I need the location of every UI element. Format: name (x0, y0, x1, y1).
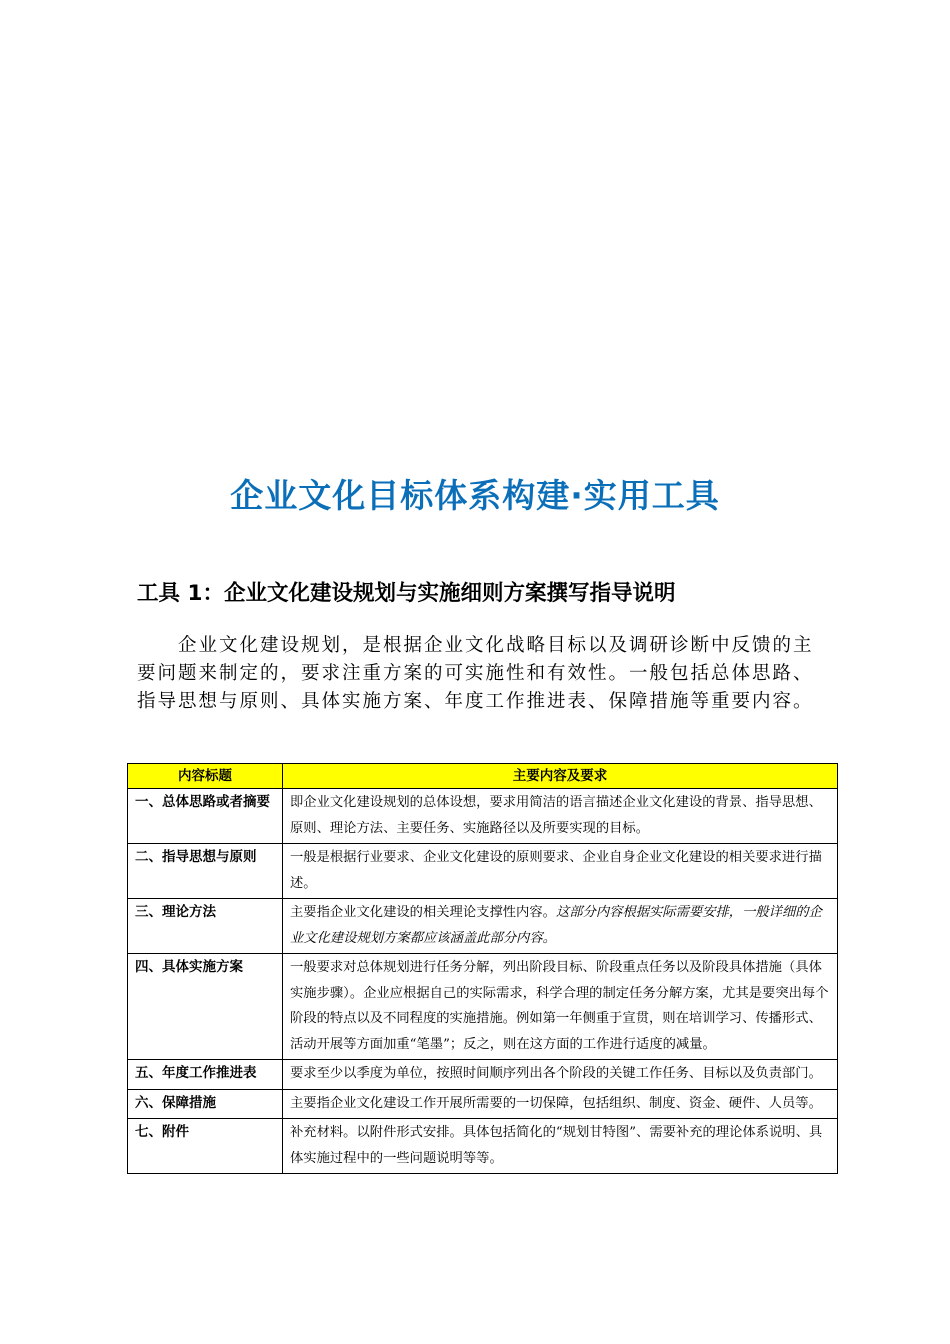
row-content-text: 一般要求对总体规划进行任务分解，列出阶段目标、阶段重点任务以及阶段具体措施（具体实施步骤）。企业应根据自己的实际需求，科学合理的制定任务分解方案，尤其是要突出每个阶段的特点以及不同程度的实施措施。例如第一年侧重于宣贯，则在培训学习、传播形式、活动开展等方面加重“笔墨”；反之，则在这方面的工作进行适度的减量。 (290, 960, 829, 1052)
row-content (283, 789, 838, 844)
table-header-row (128, 764, 838, 789)
row-note: 这部分内容根据实际需要安排，一般详细的企业文化建设规划方案都应该涵盖此部分内容。 (290, 905, 822, 946)
table-row (128, 1119, 838, 1174)
row-content (283, 1089, 838, 1119)
row-title: 六、保障措施 (128, 1089, 283, 1119)
row-content-text: 要求至少以季度为单位，按照时间顺序列出各个阶段的关键工作任务、目标以及负责部门。 (290, 1066, 822, 1081)
table-row (128, 789, 838, 844)
header-cell-title: 内容标题 (128, 764, 283, 789)
table-row (128, 844, 838, 899)
row-title: 一、总体思路或者摘要 (128, 789, 283, 844)
table-row (128, 1089, 838, 1119)
page-title: 企业文化目标体系构建·实用工具 (230, 476, 720, 515)
row-content (283, 1119, 838, 1174)
row-title: 三、理论方法 (128, 899, 283, 954)
row-content-text: 补充材料。以附件形式安排。具体包括简化的“规划甘特图”、需要补充的理论体系说明、具体实施过程中的一些问题说明等等。 (290, 1125, 823, 1166)
table-row (128, 899, 838, 954)
row-content-text: 即企业文化建设规划的总体设想，要求用简洁的语言描述企业文化建设的背景、指导思想、原则、理论方法、主要任务、实施路径以及所要实现的目标。 (290, 795, 822, 836)
row-title: 四、具体实施方案 (128, 954, 283, 1060)
row-title: 五、年度工作推进表 (128, 1060, 283, 1090)
row-content-text: 主要指企业文化建设工作开展所需要的一切保障，包括组织、制度、资金、硬件、人员等。 (290, 1095, 822, 1111)
row-content (283, 954, 838, 1060)
row-content (283, 1060, 838, 1090)
header-cell-content: 主要内容及要求 (283, 764, 838, 789)
row-content (283, 844, 838, 899)
row-content-text: 主要指企业文化建设的相关理论支撑性内容。 (290, 905, 556, 920)
tool-subtitle: 工具 1：企业文化建设规划与实施细则方案撰写指导说明 (137, 581, 676, 606)
table-row (128, 1060, 838, 1090)
intro-text: 企业文化建设规划，是根据企业文化战略目标以及调研诊断中反馈的主要问题来制定的，要求注重方案的可实施性和有效性。一般包括总体思路、指导思想与原则、具体实施方案、年度工作推进表、保障措施等重要内容。 (137, 635, 814, 712)
row-content (283, 899, 838, 954)
guide-table (127, 763, 838, 1174)
table-row (128, 954, 838, 1060)
intro-paragraph (137, 632, 827, 716)
row-title: 七、附件 (128, 1119, 283, 1174)
row-content-text: 一般是根据行业要求、企业文化建设的原则要求、企业自身企业文化建设的相关要求进行描述。 (290, 850, 822, 891)
row-title: 二、指导思想与原则 (128, 844, 283, 899)
